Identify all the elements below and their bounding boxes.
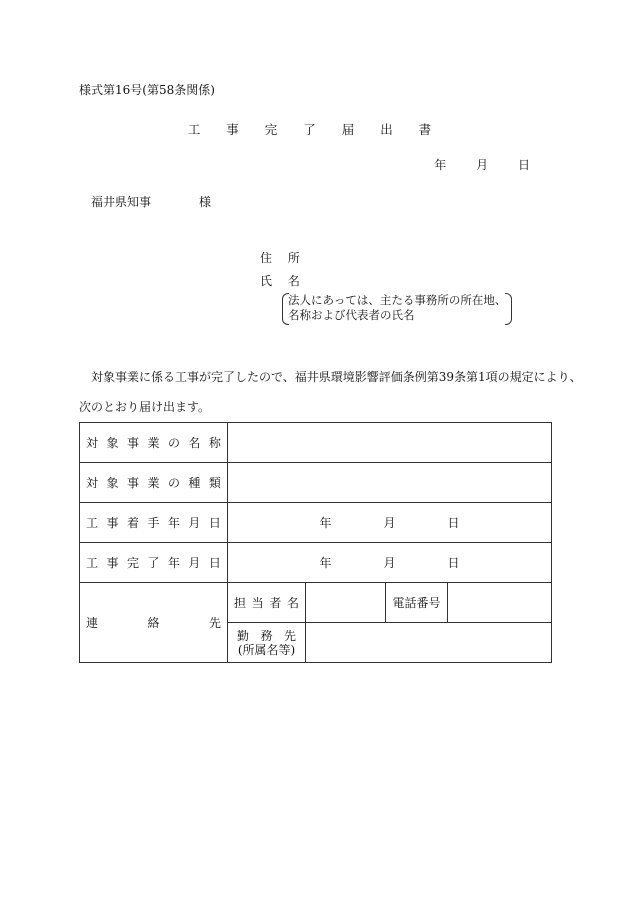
label-person-in-charge: 担 当 者 名	[228, 583, 306, 623]
addressee	[91, 193, 211, 210]
statement-line-1: 対象事業に係る工事が完了したので、福井県環境影響評価条例第39条第1項の規定により、	[91, 370, 582, 384]
phone-field[interactable]	[448, 583, 552, 623]
table-row	[80, 503, 552, 543]
start-date-field[interactable]: 年 月 日	[228, 503, 552, 543]
workplace-field[interactable]	[306, 623, 552, 663]
label-project-type: 対 象 事 業 の 種 類	[80, 463, 228, 503]
table-row	[80, 583, 552, 623]
workplace-sub-label: (所属名等)	[237, 642, 296, 657]
addressee-name: 福井県知事	[91, 195, 152, 209]
date-day: 日	[517, 158, 530, 172]
label-contact: 連 絡 先	[80, 583, 228, 663]
label-project-name: 対 象 事 業 の 名 称	[80, 423, 228, 463]
date-month: 月	[476, 158, 489, 172]
form-number: 様式第16号(第58条関係)	[79, 83, 215, 97]
label-start-date: 工 事 着 手 年 月 日	[80, 503, 228, 543]
table-row	[80, 423, 552, 463]
note-line-1: 法人にあっては、主たる事務所の所在地、	[288, 293, 507, 307]
completion-date-field[interactable]: 年 月 日	[228, 543, 552, 583]
label-workplace: 勤 務 先 (所属名等)	[228, 623, 306, 663]
table-row	[80, 463, 552, 503]
label-completion-date: 工 事 完 了 年 月 日	[80, 543, 228, 583]
statement-line-2: 次のとおり届け出ます。	[79, 400, 211, 414]
label-phone: 電話番号	[386, 583, 448, 623]
note-line-2: 名称および代表者の氏名	[288, 308, 415, 322]
project-name-field[interactable]	[228, 423, 552, 463]
date-year: 年	[434, 158, 447, 172]
notification-table	[79, 422, 552, 663]
person-in-charge-field[interactable]	[306, 583, 386, 623]
table-row	[80, 543, 552, 583]
addressee-honorific: 様	[199, 195, 212, 209]
submission-date	[434, 156, 530, 173]
applicant-note	[288, 293, 506, 323]
name-label: 氏 名	[260, 274, 306, 288]
address-label: 住 所	[260, 251, 306, 265]
project-type-field[interactable]	[228, 463, 552, 503]
document-title: 工 事 完 了 届 出 書	[187, 122, 443, 137]
